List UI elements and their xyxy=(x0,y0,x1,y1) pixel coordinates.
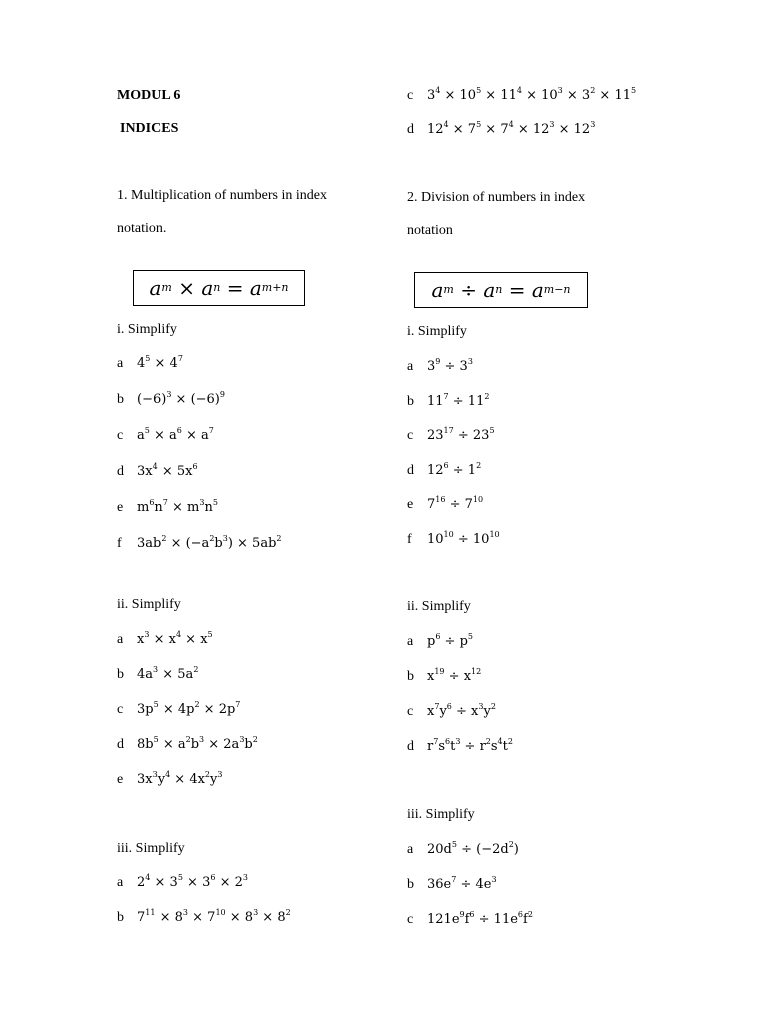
exercise-expression xyxy=(137,464,198,479)
exercise-item xyxy=(117,875,248,891)
exercise-label: a xyxy=(407,842,414,857)
term: ÷ 10 xyxy=(453,531,490,547)
term: n xyxy=(204,500,213,515)
division-section-title: 2. Division of numbers in index xyxy=(407,190,586,205)
exponent: 3 xyxy=(590,120,596,129)
exercise-label: c xyxy=(407,88,414,103)
term: × a xyxy=(158,737,186,752)
term: ÷ (−2d xyxy=(456,842,509,857)
exponent: 3 xyxy=(182,908,188,917)
term: × 8 xyxy=(258,910,286,925)
term: ÷ 3 xyxy=(440,359,468,374)
exponent: 5 xyxy=(451,840,457,849)
term: ÷ 11e xyxy=(474,912,518,927)
exponent: 5 xyxy=(207,630,213,639)
exercise-item xyxy=(407,529,500,548)
exercise-item xyxy=(117,500,218,516)
exponent: 7 xyxy=(162,498,168,507)
exercise-expression xyxy=(427,391,490,409)
exercise-expression xyxy=(137,392,225,407)
exponent: 3 xyxy=(222,534,228,543)
term: × 5x xyxy=(157,464,193,479)
exponent: 17 xyxy=(443,426,454,435)
exercise-expression xyxy=(137,667,198,682)
exponent: 5 xyxy=(153,700,159,709)
term: b xyxy=(214,536,223,551)
exponent: 3 xyxy=(153,665,159,674)
exponent: 2 xyxy=(484,391,490,401)
exponent: 10 xyxy=(443,529,454,539)
term: b xyxy=(190,737,200,752)
exercise-item xyxy=(407,669,481,685)
term: 3 xyxy=(427,359,436,374)
term: 3ab xyxy=(137,536,162,551)
term: × (−6) xyxy=(171,392,220,407)
term: × 2p xyxy=(199,702,236,717)
exercise-label: e xyxy=(117,500,124,515)
exponent: 5 xyxy=(476,86,482,95)
exponent: 10 xyxy=(472,495,484,504)
exercise-label: d xyxy=(407,739,414,754)
exercise-item xyxy=(407,912,533,928)
term: 7 xyxy=(137,910,146,925)
exercise-item xyxy=(407,391,490,410)
term: y xyxy=(210,772,218,787)
term: × 7 xyxy=(481,122,509,137)
term: y xyxy=(157,772,166,787)
term: ÷ p xyxy=(440,634,468,649)
exercise-label: a xyxy=(407,634,414,649)
exponent: 2 xyxy=(590,86,596,95)
exponent: 6 xyxy=(446,702,452,711)
term: 10 xyxy=(427,531,444,547)
exponent: 4 xyxy=(175,630,182,639)
exponent: 4 xyxy=(497,737,503,746)
right-part2-heading: ii. Simplify xyxy=(407,599,471,614)
term: r xyxy=(427,739,434,754)
term: ÷ 7 xyxy=(445,497,473,512)
exponent: 11 xyxy=(145,908,156,917)
exponent: 5 xyxy=(489,426,495,435)
exercise-expression xyxy=(427,842,519,857)
term: × 11 xyxy=(595,88,631,103)
exercise-item xyxy=(117,428,214,444)
term: × 4p xyxy=(158,702,195,717)
exercise-expression xyxy=(137,910,291,925)
exponent: 7 xyxy=(235,700,241,709)
exercise-expression xyxy=(427,460,482,478)
exercise-label: b xyxy=(407,669,414,684)
exercise-item xyxy=(117,392,225,408)
exponent: 6 xyxy=(176,426,182,435)
term: × 2 xyxy=(215,875,243,890)
exponent: 2 xyxy=(252,735,258,744)
term: 3x xyxy=(137,772,153,787)
exercise-expression xyxy=(427,669,481,684)
term: b xyxy=(244,737,253,752)
term: n xyxy=(154,500,163,515)
term: x xyxy=(137,632,145,647)
exercise-expression xyxy=(137,428,214,443)
exercise-expression xyxy=(427,634,473,649)
exponent: 2 xyxy=(527,910,533,919)
term: × 4 xyxy=(150,356,178,371)
exponent: 7 xyxy=(443,391,449,401)
term: ) × 5ab xyxy=(227,536,277,551)
term: a xyxy=(137,428,145,443)
exercise-expression xyxy=(137,500,218,515)
exponent: 2 xyxy=(276,534,282,543)
exercise-item xyxy=(117,772,222,788)
exercise-label: c xyxy=(407,912,414,927)
term: ÷ r xyxy=(460,739,486,754)
exponent: 2 xyxy=(507,737,513,746)
exponent: 5 xyxy=(177,873,183,882)
exercise-item xyxy=(407,497,483,513)
term: × 10 xyxy=(521,88,558,103)
exponent: 6 xyxy=(444,737,451,746)
exercise-item xyxy=(117,356,183,372)
exponent: 3 xyxy=(478,702,484,711)
term: ÷ x xyxy=(444,669,472,684)
exponent: 3 xyxy=(491,875,497,884)
exercise-label: f xyxy=(117,536,122,551)
exercise-item xyxy=(117,632,213,648)
term: 20d xyxy=(427,842,452,857)
left-part1-heading: i. Simplify xyxy=(117,322,177,337)
exercise-label: a xyxy=(117,632,124,647)
exercise-label: d xyxy=(117,464,124,479)
exercise-expression xyxy=(137,356,183,371)
exercise-item xyxy=(407,634,473,650)
term: × 3 xyxy=(562,88,591,103)
exercise-expression xyxy=(427,912,533,927)
exponent: 4 xyxy=(435,86,441,95)
term: t xyxy=(450,739,456,754)
exponent: 4 xyxy=(443,120,449,129)
exponent: 5 xyxy=(631,86,637,95)
exercise-expression xyxy=(427,359,473,374)
exponent: 4 xyxy=(516,86,522,95)
exercise-item xyxy=(117,536,282,552)
exercise-label: d xyxy=(117,737,124,752)
term: ) xyxy=(513,842,519,857)
exercise-label: d xyxy=(407,122,414,137)
term: × 12 xyxy=(513,122,550,137)
exercise-item xyxy=(117,702,240,718)
multiplication-section-title-cont: notation. xyxy=(117,221,167,236)
exercise-item xyxy=(407,739,513,755)
multiplication-section-title: 1. Multiplication of numbers in index xyxy=(117,188,327,203)
exponent: 3 xyxy=(455,737,461,746)
exercise-label: c xyxy=(117,702,124,717)
exercise-label: f xyxy=(407,531,412,547)
term: (−6) xyxy=(137,392,167,407)
exercise-label: b xyxy=(117,667,124,682)
exponent: 6 xyxy=(149,498,155,507)
exponent: 12 xyxy=(471,667,482,676)
exponent: 2 xyxy=(204,770,211,779)
right-part1-heading: i. Simplify xyxy=(407,324,467,339)
exponent: 5 xyxy=(212,498,218,507)
exercise-label: a xyxy=(117,875,124,890)
term: × 2a xyxy=(204,737,240,752)
exponent: 9 xyxy=(435,357,441,366)
term: × 4x xyxy=(170,772,205,787)
exercise-expression xyxy=(427,704,496,719)
exponent: 2 xyxy=(490,702,496,711)
exponent: 4 xyxy=(145,873,151,882)
right-part3-heading: iii. Simplify xyxy=(407,807,475,822)
exponent: 5 xyxy=(153,735,159,744)
exercise-label: e xyxy=(407,497,414,512)
exponent: 2 xyxy=(194,700,200,709)
term: 3x xyxy=(137,464,153,479)
exercise-label: c xyxy=(407,704,414,719)
exercise-label: c xyxy=(407,428,414,443)
exercise-expression xyxy=(427,529,500,547)
exercise-label: b xyxy=(117,392,124,407)
term: y xyxy=(439,704,447,719)
exponent: 2 xyxy=(476,460,482,470)
term: 36e xyxy=(427,877,452,892)
term: × 10 xyxy=(440,88,477,103)
exercise-expression xyxy=(427,739,513,754)
term: 11 xyxy=(427,393,444,409)
exponent: 3 xyxy=(549,120,555,129)
exercise-label: b xyxy=(407,393,414,409)
exponent: 2 xyxy=(285,908,291,917)
exponent: 5 xyxy=(467,632,473,641)
term: 23 xyxy=(427,428,444,443)
exponent: 7 xyxy=(208,426,214,435)
exponent: 2 xyxy=(161,534,167,543)
term: × 12 xyxy=(554,122,591,137)
term: 2 xyxy=(137,875,146,890)
exercise-expression xyxy=(427,497,483,512)
term: y xyxy=(483,704,491,719)
exponent: 5 xyxy=(144,426,150,435)
exercise-expression xyxy=(137,772,222,787)
exercise-label: a xyxy=(407,359,414,374)
exercise-item xyxy=(407,704,496,720)
term: 12 xyxy=(427,122,444,137)
exercise-expression xyxy=(427,877,497,892)
exercise-item xyxy=(407,122,595,138)
term: 121e xyxy=(427,912,460,927)
exponent: 6 xyxy=(192,462,198,471)
term: x xyxy=(427,669,435,684)
term: × 3 xyxy=(150,875,178,890)
exponent: 4 xyxy=(165,770,171,779)
term: × 11 xyxy=(481,88,517,103)
term: × 5a xyxy=(158,667,194,682)
exponent: 7 xyxy=(433,737,439,746)
exponent: 4 xyxy=(508,120,514,129)
exponent: 2 xyxy=(209,534,215,543)
exercise-item xyxy=(407,359,473,375)
exponent: 9 xyxy=(459,910,465,919)
exponent: 2 xyxy=(485,737,491,746)
term: 3 xyxy=(427,88,436,103)
exponent: 2 xyxy=(508,840,514,849)
left-part2-heading: ii. Simplify xyxy=(117,597,181,612)
left-part3-heading: iii. Simplify xyxy=(117,841,185,856)
exponent: 16 xyxy=(435,495,446,504)
exercise-expression xyxy=(137,702,240,717)
exercise-expression xyxy=(137,875,248,890)
exponent: 3 xyxy=(467,357,473,366)
exercise-item xyxy=(117,667,198,683)
exercise-item xyxy=(117,737,258,753)
exponent: 7 xyxy=(434,702,440,711)
exponent: 9 xyxy=(219,390,225,399)
term: × 7 xyxy=(188,910,216,925)
term: t xyxy=(502,739,508,754)
exercise-item xyxy=(407,428,495,444)
term: × a xyxy=(149,428,177,443)
exercise-expression xyxy=(427,428,495,443)
term: × a xyxy=(181,428,209,443)
exponent: 7 xyxy=(177,354,183,363)
term: f xyxy=(523,912,528,927)
exercise-item xyxy=(407,842,519,858)
term: ÷ x xyxy=(451,704,479,719)
exponent: 3 xyxy=(199,498,205,507)
exercise-expression xyxy=(427,88,636,103)
term: × 8 xyxy=(225,910,254,925)
term: s xyxy=(438,739,445,754)
exercise-expression xyxy=(137,632,213,647)
exponent: 3 xyxy=(253,908,259,917)
exercise-label: d xyxy=(407,462,414,478)
division-formula: a m ÷ a n = a m−n xyxy=(414,272,588,308)
exponent: 6 xyxy=(435,632,441,641)
exercise-item xyxy=(407,877,497,893)
term: 8b xyxy=(137,737,154,752)
term: 7 xyxy=(427,497,436,512)
term: × m xyxy=(167,500,200,515)
term: ÷ 23 xyxy=(453,428,490,443)
exponent: 10 xyxy=(215,908,226,917)
module-title: MODUL 6 xyxy=(117,88,181,103)
term: 4 xyxy=(137,356,146,371)
exercise-label: a xyxy=(117,356,124,371)
exercise-item xyxy=(117,464,198,480)
exercise-item xyxy=(117,910,291,926)
exercise-item xyxy=(407,88,636,104)
exponent: 5 xyxy=(145,354,151,363)
term: ÷ 4e xyxy=(456,877,492,892)
term: × x xyxy=(149,632,176,647)
term: × 3 xyxy=(182,875,211,890)
term: × 8 xyxy=(155,910,183,925)
exponent: 3 xyxy=(217,770,223,779)
exercise-expression xyxy=(137,536,282,551)
multiplication-formula: a m × a n = a m+n xyxy=(133,270,305,306)
module-subtitle: INDICES xyxy=(120,121,179,136)
exponent: 5 xyxy=(476,120,482,129)
term: m xyxy=(137,500,150,515)
exponent: 7 xyxy=(451,875,457,884)
exercise-label: b xyxy=(117,910,124,925)
term: 4a xyxy=(137,667,154,682)
exponent: 6 xyxy=(517,910,524,919)
term: 12 xyxy=(427,462,444,478)
term: x xyxy=(427,704,435,719)
exponent: 4 xyxy=(152,462,158,471)
exponent: 3 xyxy=(152,770,158,779)
exercise-expression xyxy=(137,737,258,752)
exponent: 6 xyxy=(443,460,449,470)
exponent: 3 xyxy=(199,735,205,744)
exponent: 6 xyxy=(210,873,216,882)
term: ÷ 1 xyxy=(448,462,477,478)
term: × (−a xyxy=(166,536,210,551)
term: 3p xyxy=(137,702,154,717)
exercise-label: e xyxy=(117,772,124,787)
term: × x xyxy=(181,632,208,647)
division-section-title-cont: notation xyxy=(407,223,453,238)
exponent: 3 xyxy=(239,735,245,744)
exponent: 3 xyxy=(242,873,248,882)
exponent: 2 xyxy=(193,665,199,674)
term: s xyxy=(490,739,498,754)
exponent: 3 xyxy=(166,390,172,399)
term: p xyxy=(427,634,436,649)
term: f xyxy=(464,912,470,927)
exponent: 3 xyxy=(557,86,563,95)
exercise-expression xyxy=(427,122,595,137)
term: × 7 xyxy=(448,122,477,137)
exponent: 19 xyxy=(434,667,445,676)
exponent: 6 xyxy=(469,910,475,919)
exercise-label: c xyxy=(117,428,124,443)
exercise-label: b xyxy=(407,877,414,892)
exponent: 2 xyxy=(185,735,191,744)
term: ÷ 11 xyxy=(448,393,485,409)
exponent: 10 xyxy=(489,529,500,539)
exponent: 3 xyxy=(144,630,150,639)
exercise-item xyxy=(407,460,482,479)
